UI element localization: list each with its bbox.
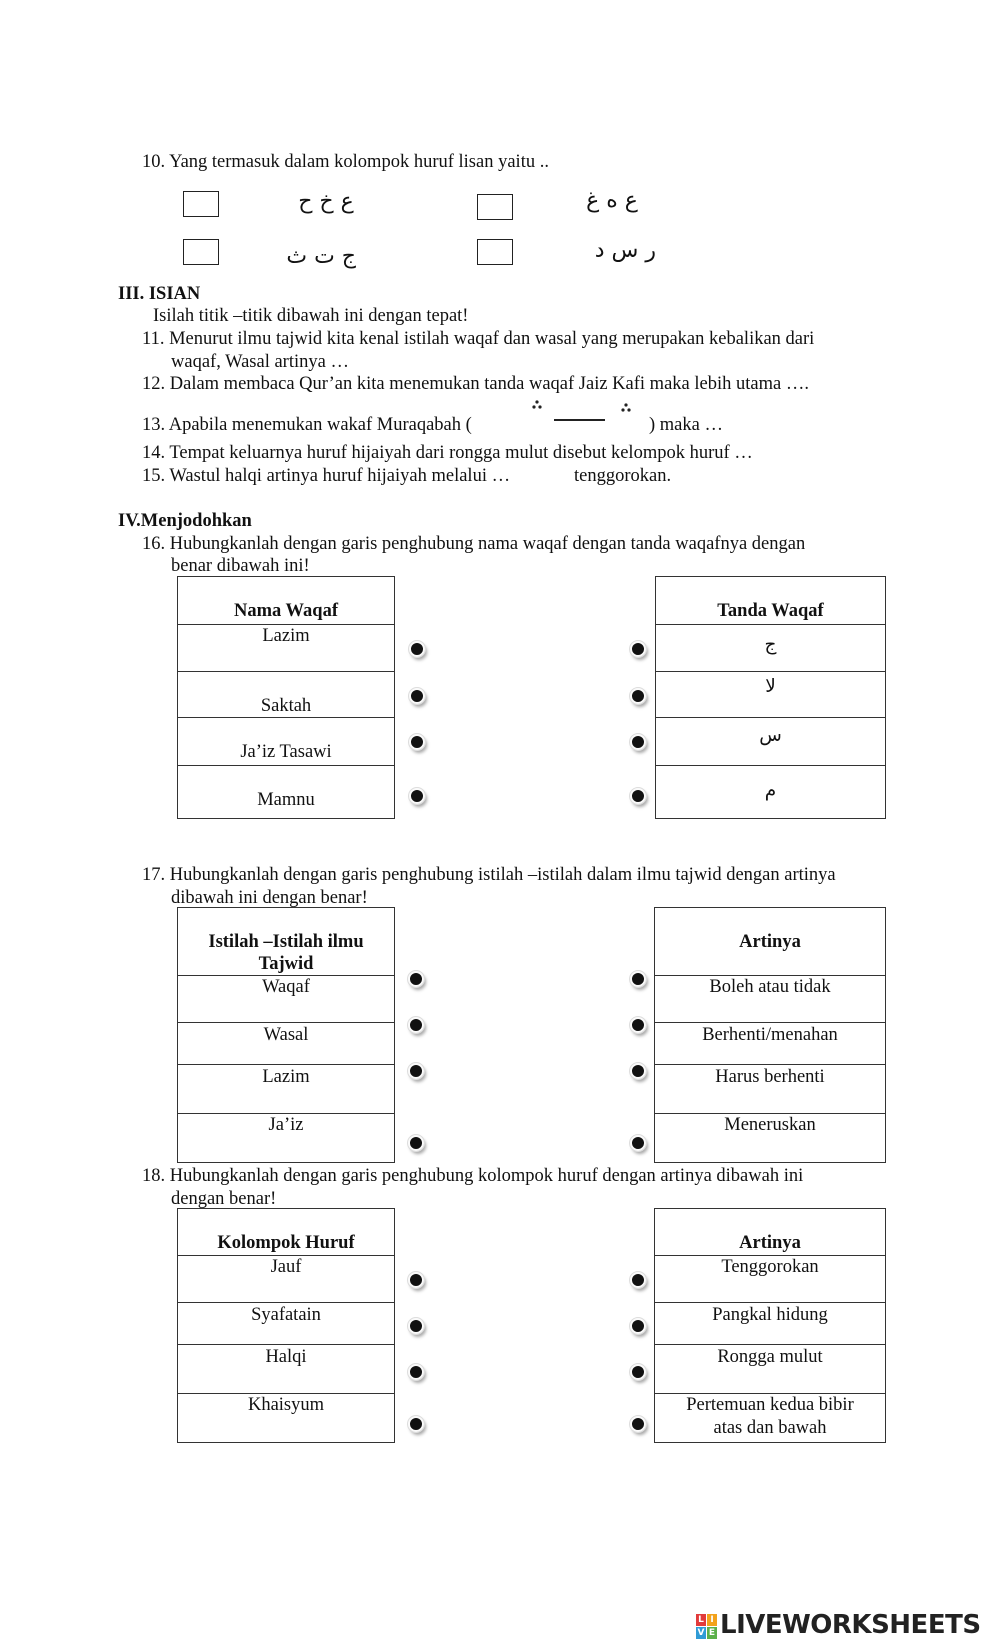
match-dot-right[interactable] <box>630 1364 646 1380</box>
table-18-left-header: Kolompok Huruf <box>217 1233 355 1253</box>
table-17-right-cell: Berhenti/menahan <box>702 1025 838 1045</box>
match-dot-right[interactable] <box>630 1063 646 1079</box>
question-18-line-2: dengan benar! <box>171 1189 277 1209</box>
match-dot-right[interactable] <box>630 1017 646 1033</box>
table-17-right-cell: Boleh atau tidak <box>709 977 831 997</box>
question-12: 12. Dalam membaca Qur’an kita menemukan tanda waqaf Jaiz Kafi maka lebih utama …. <box>142 374 809 394</box>
table-16-left-cell: Ja’iz Tasawi <box>240 742 332 762</box>
table-16-left-cell: Mamnu <box>257 790 315 810</box>
match-dot-right[interactable] <box>630 971 646 987</box>
option-label-b: ع ه غ <box>586 188 638 213</box>
table-18-right-cell: Pertemuan kedua bibir <box>686 1395 854 1415</box>
table-18-right-cell: atas dan bawah <box>713 1418 827 1438</box>
option-checkbox-d[interactable] <box>477 239 513 265</box>
logo-letter: E <box>708 1628 716 1638</box>
table-17-right-cell: Harus berhenti <box>715 1067 825 1087</box>
section-3-instruction: Isilah titik –titik dibawah ini dengan tepat! <box>153 306 469 326</box>
question-10: 10. Yang termasuk dalam kolompok huruf lisan yaitu .. <box>142 152 549 172</box>
match-dot-left[interactable] <box>408 1318 424 1334</box>
table-17-left-cell: Lazim <box>262 1067 310 1087</box>
option-label-c: ج ت ث <box>286 244 356 269</box>
liveworksheets-logo-icon <box>696 1614 718 1640</box>
question-15-end: tenggorokan. <box>574 466 672 486</box>
table-17-left-header: Istilah –Istilah ilmu <box>208 932 364 952</box>
logo-letter: V <box>697 1628 705 1638</box>
match-dot-left[interactable] <box>408 1272 424 1288</box>
match-dot-right[interactable] <box>630 734 646 750</box>
option-label-a: ع خ ح <box>298 189 354 214</box>
question-17-line-2: dibawah ini dengan benar! <box>171 888 368 908</box>
option-label-d: ر س د <box>594 238 656 263</box>
question-11-line-1: 11. Menurut ilmu tajwid kita kenal istilah waqaf dan wasal yang merupakan kebalikan dari <box>142 329 815 349</box>
question-13-end: ) maka … <box>649 415 723 435</box>
match-dot-left[interactable] <box>408 1017 424 1033</box>
table-16-left-cell: Lazim <box>262 626 310 646</box>
match-dot-left[interactable] <box>409 688 425 704</box>
question-11-line-2: waqaf, Wasal artinya … <box>171 352 349 372</box>
match-dot-right[interactable] <box>630 688 646 704</box>
table-18-left-cell: Khaisyum <box>247 1395 325 1415</box>
table-16-right-header: Tanda Waqaf <box>717 601 824 621</box>
question-16-line-2: benar dibawah ini! <box>171 556 310 576</box>
match-dot-left[interactable] <box>408 1063 424 1079</box>
table-16-right-cell: لا <box>765 676 776 697</box>
match-dot-right[interactable] <box>630 1135 646 1151</box>
match-dot-left[interactable] <box>409 734 425 750</box>
section-4-title: IV.Menjodohkan <box>118 511 252 531</box>
match-dot-right[interactable] <box>630 641 646 657</box>
table-17-left-header: Tajwid <box>258 954 314 974</box>
table-16-left-cell: Saktah <box>260 696 312 716</box>
table-17-left-cell: Ja’iz <box>268 1115 304 1135</box>
question-15-start: 15. Wastul halqi artinya huruf hijaiyah melalui … <box>142 466 511 486</box>
match-dot-right[interactable] <box>630 1416 646 1432</box>
logo-letter: L <box>696 1614 706 1626</box>
section-3-title: III. ISIAN <box>118 284 201 304</box>
table-18-left-cell: Halqi <box>265 1347 307 1367</box>
match-dot-left[interactable] <box>409 788 425 804</box>
option-checkbox-a[interactable] <box>183 191 219 217</box>
table-18-right-cell: Pangkal hidung <box>712 1305 828 1325</box>
match-dot-left[interactable] <box>408 1364 424 1380</box>
table-16-left-header: Nama Waqaf <box>234 601 338 621</box>
match-dot-right[interactable] <box>630 788 646 804</box>
question-16-line-1: 16. Hubungkanlah dengan garis penghubung nama waqaf dengan tanda waqafnya dengan <box>142 534 806 554</box>
table-16-right-cell: س <box>759 725 782 746</box>
table-18-right-cell: Tenggorokan <box>721 1257 819 1277</box>
table-16-right-cell: ج <box>764 634 777 655</box>
match-dot-right[interactable] <box>630 1318 646 1334</box>
question-17-line-1: 17. Hubungkanlah dengan garis penghubung istilah –istilah dalam ilmu tajwid dengan artinya <box>142 865 836 885</box>
table-18-right-header: Artinya <box>739 1233 801 1253</box>
table-18-left-cell: Syafatain <box>251 1305 321 1325</box>
table-16-right-cell: م <box>764 780 777 801</box>
question-18-line-1: 18. Hubungkanlah dengan garis penghubung kolompok huruf dengan artinya dibawah ini <box>142 1166 804 1186</box>
watermark-text: LIVEWORKSHEETS <box>720 1610 981 1640</box>
question-13-start: 13. Apabila menemukan wakaf Muraqabah ( <box>142 415 472 435</box>
option-checkbox-c[interactable] <box>183 239 219 265</box>
match-dot-left[interactable] <box>408 1416 424 1432</box>
table-17-right-cell: Meneruskan <box>724 1115 816 1135</box>
table-18-left-cell: Jauf <box>270 1257 302 1277</box>
logo-letter: I <box>707 1614 717 1626</box>
match-dot-left[interactable] <box>408 1135 424 1151</box>
muraqabah-sign-icon <box>532 398 642 422</box>
table-17-left-cell: Wasal <box>263 1025 309 1045</box>
table-18-right-cell: Rongga mulut <box>717 1347 823 1367</box>
option-checkbox-b[interactable] <box>477 194 513 220</box>
table-17-left-cell: Waqaf <box>262 977 310 997</box>
question-14: 14. Tempat keluarnya huruf hijaiyah dari rongga mulut disebut kelompok huruf … <box>142 443 753 463</box>
table-17-right-header: Artinya <box>739 932 801 952</box>
match-dot-right[interactable] <box>630 1272 646 1288</box>
match-dot-left[interactable] <box>409 641 425 657</box>
match-dot-left[interactable] <box>408 971 424 987</box>
